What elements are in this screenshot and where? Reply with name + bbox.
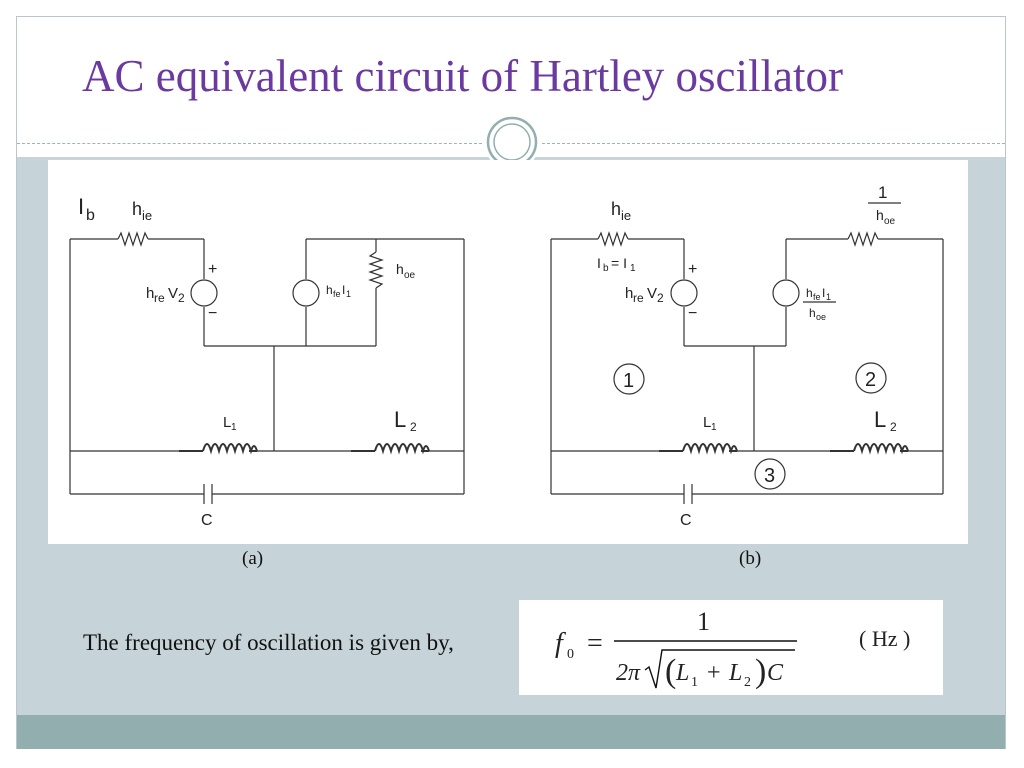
label-ib-eq-b-rest: = I bbox=[611, 255, 627, 271]
label-hie-b-sub: ie bbox=[621, 208, 632, 223]
formula-equals: = bbox=[587, 628, 603, 659]
label-l1-a: L bbox=[223, 414, 232, 431]
label-hoe-a-sub: oe bbox=[404, 270, 416, 281]
label-hre-b: h bbox=[625, 285, 634, 302]
label-ib-a: I bbox=[78, 194, 85, 219]
slide-title: AC equivalent circuit of Hartley oscillator bbox=[82, 51, 844, 101]
formula-l1-sub: 1 bbox=[691, 675, 698, 690]
formula-f-sub: 0 bbox=[567, 647, 574, 662]
formula-plus: + bbox=[707, 660, 721, 686]
label-l2-a: L bbox=[394, 407, 407, 432]
label-ib-eq-b: I bbox=[597, 255, 601, 271]
label-v2-b: V bbox=[647, 285, 658, 302]
label-l2-a-sub: 2 bbox=[410, 420, 417, 434]
label-l1-b-sub: 1 bbox=[711, 422, 717, 433]
title-divider-right bbox=[542, 143, 1005, 144]
inductor-l1-b bbox=[659, 444, 737, 451]
label-l1-a-sub: 1 bbox=[231, 422, 237, 433]
label-minus-b: − bbox=[688, 305, 698, 322]
circuit-diagram-panel bbox=[48, 160, 968, 544]
label-hie-a-sub: ie bbox=[142, 208, 153, 223]
label-i1-b-sub: 1 bbox=[826, 292, 832, 302]
label-hfe-b-sub: fe bbox=[813, 292, 821, 302]
current-source-b bbox=[773, 280, 799, 306]
label-hre-a-sub: re bbox=[154, 291, 165, 305]
label-hoe-a: h bbox=[396, 261, 404, 277]
current-source-a bbox=[293, 280, 319, 306]
label-i1-a: I bbox=[342, 283, 346, 297]
formula-c: C bbox=[767, 660, 784, 686]
label-hre-b-sub: re bbox=[633, 291, 644, 305]
label-node-3: 3 bbox=[764, 465, 776, 487]
formula-unit: ( Hz ) bbox=[859, 626, 911, 651]
formula-numerator: 1 bbox=[697, 607, 710, 636]
label-l2-b-sub: 2 bbox=[890, 420, 897, 434]
voltage-source-b bbox=[671, 280, 697, 306]
label-i1-b: I bbox=[822, 286, 826, 300]
label-ib-eq-b-rest-sub: 1 bbox=[630, 263, 636, 274]
label-hre-a: h bbox=[146, 285, 155, 302]
formula-two-pi: 2π bbox=[616, 660, 641, 686]
label-hoe-b: h bbox=[876, 207, 884, 223]
label-l1-b: L bbox=[703, 414, 712, 431]
label-node-1: 1 bbox=[623, 370, 635, 392]
label-hfe-b: h bbox=[806, 286, 813, 300]
frequency-formula bbox=[519, 600, 943, 695]
label-c-b: C bbox=[680, 512, 692, 529]
circuit-diagrams bbox=[48, 160, 968, 544]
label-hoe-frac-b: h bbox=[809, 306, 816, 320]
inductor-l2-b bbox=[830, 444, 908, 451]
label-hfe-a: h bbox=[326, 283, 333, 297]
circuit-b-wires bbox=[551, 203, 943, 504]
formula-l1: L bbox=[676, 660, 690, 686]
label-i1-a-sub: 1 bbox=[346, 289, 352, 299]
figure-a-caption: (a) bbox=[242, 548, 264, 569]
label-hie-a: h bbox=[132, 199, 143, 219]
label-node-2: 2 bbox=[865, 369, 877, 391]
label-hie-b: h bbox=[611, 199, 622, 219]
label-v2-a-sub: 2 bbox=[178, 291, 185, 305]
label-one-b: 1 bbox=[878, 183, 888, 202]
label-l2-b: L bbox=[874, 407, 887, 432]
label-ib-a-sub: b bbox=[86, 207, 95, 224]
formula-l2-sub: 2 bbox=[744, 675, 751, 690]
label-plus-a: + bbox=[208, 261, 218, 278]
frequency-statement: The frequency of oscillation is given by, bbox=[83, 630, 454, 655]
label-hoe-b-sub: oe bbox=[884, 216, 896, 227]
label-ib-eq-b-sub: b bbox=[603, 263, 609, 274]
inductor-l2-a bbox=[351, 444, 429, 451]
label-plus-b: + bbox=[688, 261, 698, 278]
label-hfe-a-sub: fe bbox=[333, 289, 341, 299]
label-c-a: C bbox=[201, 512, 213, 529]
figure-b-caption: (b) bbox=[739, 548, 762, 569]
label-v2-b-sub: 2 bbox=[657, 291, 664, 305]
label-minus-a: − bbox=[208, 305, 218, 322]
formula-svg bbox=[519, 600, 943, 695]
formula-f: f bbox=[555, 628, 563, 659]
label-v2-a: V bbox=[168, 285, 179, 302]
formula-paren-close: ) bbox=[755, 653, 767, 690]
footer-band bbox=[17, 715, 1005, 749]
formula-l2: L bbox=[729, 660, 743, 686]
title-divider-left bbox=[17, 143, 482, 144]
label-hoe-frac-b-sub: oe bbox=[816, 312, 827, 322]
voltage-source-a bbox=[191, 280, 217, 306]
formula-paren-open: ( bbox=[665, 653, 677, 690]
inductor-l1-a bbox=[179, 444, 257, 451]
